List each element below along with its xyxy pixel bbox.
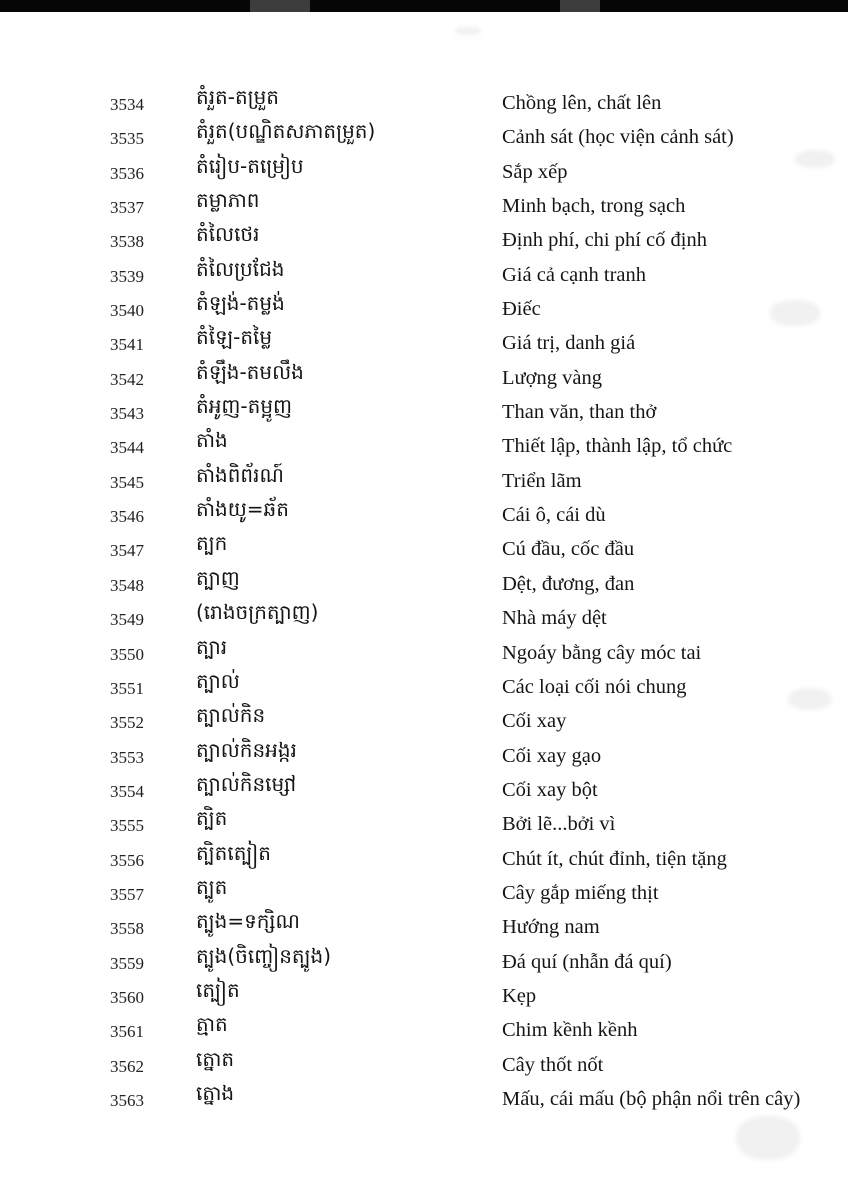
entry-number: 3547 xyxy=(110,541,144,561)
entry-khmer-word: តំឡង់-តម្លង់ xyxy=(196,291,285,316)
entry-khmer-word: តំរួត(បណ្ឌិតសភាតម្រួត) xyxy=(196,119,376,144)
entry-number: 3550 xyxy=(110,644,144,664)
scan-noise xyxy=(736,1116,800,1160)
entry-vietnamese-translation: Cây thốt nốt xyxy=(502,1053,604,1076)
dictionary-entry-row xyxy=(0,464,848,498)
entry-khmer-word: ត្បាញ xyxy=(196,565,240,590)
entry-khmer-word: ត្បូង(ចិញ្ចៀនត្បូង) xyxy=(196,943,332,968)
entry-khmer-word: (រោងចក្រត្បាញ) xyxy=(196,600,319,625)
entry-khmer-word: ត្បាល់ xyxy=(196,668,240,693)
dictionary-entry-row xyxy=(0,395,848,429)
dictionary-entry-row xyxy=(0,601,848,635)
dictionary-entry-row xyxy=(0,704,848,738)
scan-artifact-bar-patch xyxy=(560,0,600,12)
entry-khmer-word: ត្បាល់កិនអង្ករ xyxy=(196,737,297,762)
entry-vietnamese-translation: Nhà máy dệt xyxy=(502,607,607,630)
entry-vietnamese-translation: Cối xay xyxy=(502,710,567,733)
entry-vietnamese-translation: Hướng nam xyxy=(502,916,600,939)
dictionary-entry-row xyxy=(0,326,848,360)
entry-vietnamese-translation: Sắp xếp xyxy=(502,160,568,183)
entry-number: 3548 xyxy=(110,575,144,595)
entry-khmer-word: ត្មាត xyxy=(196,1012,228,1037)
entry-number: 3558 xyxy=(110,919,144,939)
entry-number: 3534 xyxy=(110,95,144,114)
entry-number: 3540 xyxy=(110,301,144,321)
dictionary-entry-row xyxy=(0,670,848,704)
entry-khmer-word: តំលៃថេរ xyxy=(196,222,260,247)
entry-khmer-word: ត្បិត xyxy=(196,806,228,831)
entry-vietnamese-translation: Mấu, cái mấu (bộ phận nổi trên cây) xyxy=(502,1087,801,1110)
entry-vietnamese-translation: Cảnh sát (học viện cảnh sát) xyxy=(502,126,734,149)
entry-vietnamese-translation: Chồng lên, chất lên xyxy=(502,92,662,114)
entry-khmer-word: ត្បូង=ទក្សិណ xyxy=(196,909,300,934)
dictionary-entry-row xyxy=(0,292,848,326)
entry-khmer-word: តាំង xyxy=(196,428,228,453)
entry-vietnamese-translation: Triển lãm xyxy=(502,469,582,492)
entry-khmer-word: តម្លាភាព xyxy=(196,188,260,213)
dictionary-entry-row xyxy=(0,773,848,807)
dictionary-entry-row xyxy=(0,910,848,944)
entry-vietnamese-translation: Thiết lập, thành lập, tổ chức xyxy=(502,435,733,458)
entry-number: 3555 xyxy=(110,816,144,836)
dictionary-entry-row xyxy=(0,739,848,773)
entry-number: 3536 xyxy=(110,163,144,183)
entry-number: 3559 xyxy=(110,953,144,973)
entry-vietnamese-translation: Than văn, than thở xyxy=(502,401,657,424)
entry-vietnamese-translation: Chim kềnh kềnh xyxy=(502,1019,638,1042)
entry-number: 3549 xyxy=(110,610,144,630)
entry-vietnamese-translation: Dệt, đương, đan xyxy=(502,572,635,595)
entry-number: 3562 xyxy=(110,1056,144,1076)
entry-khmer-word: តំឡឹង-តមលឹង xyxy=(196,359,304,384)
scan-artifact-bar-patch xyxy=(250,0,310,12)
entry-khmer-word: តាំងពិព័រណ៍ xyxy=(196,462,284,487)
dictionary-entry-row xyxy=(0,567,848,601)
dictionary-entry-row xyxy=(0,120,848,154)
entry-khmer-word: ត្នោង xyxy=(196,1080,235,1105)
entry-vietnamese-translation: Ngoáy bằng cây móc tai xyxy=(502,641,702,664)
entry-number: 3538 xyxy=(110,232,144,252)
entry-khmer-word: តំរួត-តម្រួត xyxy=(196,85,279,109)
entry-vietnamese-translation: Các loại cối nói chung xyxy=(502,675,687,698)
dictionary-entry-row xyxy=(0,223,848,257)
entry-khmer-word: តំអូញ-តម្អូញ xyxy=(196,394,293,419)
dictionary-entry-row xyxy=(0,258,848,292)
dictionary-entry-row xyxy=(0,189,848,223)
dictionary-entry-row xyxy=(0,429,848,463)
entry-number: 3554 xyxy=(110,781,144,801)
entry-khmer-word: តំលៃប្រជែង xyxy=(196,256,285,281)
scan-artifact-top-bar xyxy=(0,0,848,12)
entry-khmer-word: ត្បៀត xyxy=(196,977,240,1002)
entry-vietnamese-translation: Minh bạch, trong sạch xyxy=(502,195,686,218)
entry-number: 3552 xyxy=(110,713,144,733)
entry-khmer-word: តាំងយូ=ឆ័ត xyxy=(196,497,289,522)
entry-khmer-word: ត្បាល់កិនម្សៅ xyxy=(196,771,297,796)
dictionary-entry-row xyxy=(0,842,848,876)
entry-number: 3541 xyxy=(110,335,144,355)
dictionary-entry-row xyxy=(0,1048,848,1082)
entry-vietnamese-translation: Giá cả cạnh tranh xyxy=(502,263,646,286)
dictionary-entry-row xyxy=(0,1013,848,1047)
entry-vietnamese-translation: Kẹp xyxy=(502,984,537,1007)
entry-vietnamese-translation: Đá quí (nhẫn đá quí) xyxy=(502,950,672,973)
entry-khmer-word: ត្នោត xyxy=(196,1046,235,1071)
entry-khmer-word: ត្បាល់កិន xyxy=(196,703,266,728)
dictionary-entry-list xyxy=(0,86,848,1116)
entry-vietnamese-translation: Cái ô, cái dù xyxy=(502,504,606,527)
entry-vietnamese-translation: Cối xay bột xyxy=(502,778,598,801)
entry-number: 3542 xyxy=(110,369,144,389)
dictionary-entry-row xyxy=(0,532,848,566)
entry-number: 3546 xyxy=(110,507,144,527)
entry-vietnamese-translation: Cối xay gạo xyxy=(502,744,602,767)
entry-khmer-word: ត្បូត xyxy=(196,874,228,899)
entry-khmer-word: តំរៀប-តម្រៀប xyxy=(196,153,304,178)
scan-noise xyxy=(455,27,481,35)
entry-khmer-word: ត្បិតត្បៀត xyxy=(196,840,271,865)
dictionary-entry-row xyxy=(0,979,848,1013)
entry-number: 3561 xyxy=(110,1022,144,1042)
entry-vietnamese-translation: Giá trị, danh giá xyxy=(502,332,636,355)
entry-vietnamese-translation: Định phí, chi phí cố định xyxy=(502,229,707,252)
entry-number: 3560 xyxy=(110,987,144,1007)
entry-number: 3557 xyxy=(110,884,144,904)
dictionary-entry-row xyxy=(0,636,848,670)
dictionary-entry-row xyxy=(0,1082,848,1116)
entry-number: 3537 xyxy=(110,198,144,218)
entry-vietnamese-translation: Bởi lẽ...bởi vì xyxy=(502,813,616,836)
entry-number: 3551 xyxy=(110,678,144,698)
entry-vietnamese-translation: Điếc xyxy=(502,298,541,321)
entry-vietnamese-translation: Lượng vàng xyxy=(502,366,602,389)
entry-khmer-word: ត្បក xyxy=(196,531,228,556)
entry-number: 3535 xyxy=(110,129,144,149)
entry-number: 3539 xyxy=(110,266,144,286)
entry-number: 3553 xyxy=(110,747,144,767)
dictionary-entry-row xyxy=(0,807,848,841)
dictionary-entry-row xyxy=(0,945,848,979)
entry-number: 3545 xyxy=(110,472,144,492)
entry-vietnamese-translation: Chút ít, chút đỉnh, tiện tặng xyxy=(502,847,727,870)
entry-number: 3543 xyxy=(110,404,144,424)
dictionary-entry-row xyxy=(0,498,848,532)
dictionary-entry-row xyxy=(0,361,848,395)
entry-number: 3544 xyxy=(110,438,144,458)
entry-vietnamese-translation: Cú đầu, cốc đầu xyxy=(502,538,635,561)
entry-vietnamese-translation: Cây gắp miếng thịt xyxy=(502,881,659,904)
dictionary-entry-row xyxy=(0,876,848,910)
entry-number: 3556 xyxy=(110,850,144,870)
entry-khmer-word: ត្បារ xyxy=(196,634,228,659)
entry-number: 3563 xyxy=(110,1090,144,1110)
dictionary-entry-row xyxy=(0,86,848,120)
entry-khmer-word: តំឡៃ-តម្លៃ xyxy=(196,325,273,350)
dictionary-entry-row xyxy=(0,155,848,189)
